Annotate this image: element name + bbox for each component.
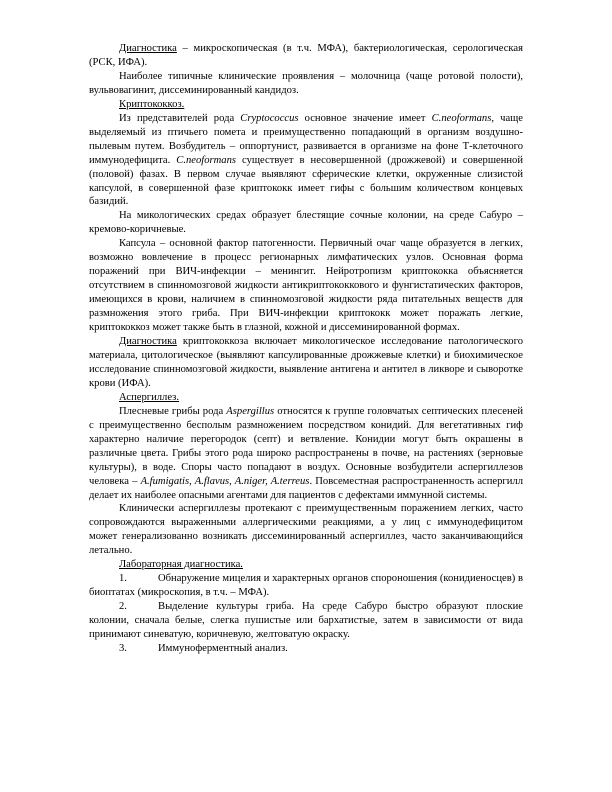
paragraph-aspergillus-intro — [89, 405, 523, 503]
paragraph-diagnostics-candida — [89, 42, 523, 70]
list-text: Выделение культуры гриба. На среде Сабуро быстро образуют плоские колонии, сначала белые, слегка пушистые или бархатистые, затем в зависимости от вида принимают синеватую, коричневую, желтоватую окраску. — [89, 601, 523, 641]
paragraph-diagnostics-cryptococcosis — [89, 335, 523, 391]
paragraph-cryptococcus-colonies: На микологических средах образует блестящие сочные колонии, на среде Сабуро – кремово-коричневые. — [89, 210, 523, 236]
list-number: 3. — [119, 642, 127, 654]
species-name: C.neoformans — [176, 154, 237, 166]
text-segment: Из представителей рода — [119, 112, 241, 124]
list-text: Иммуноферментный анализ. — [158, 642, 288, 654]
section-title-aspergillosis — [89, 391, 523, 405]
text-segment: относятся к группе головчатых септических плесеней с преимущественно бесполым размножением посредством конидий. Для вегетативных гиф характерно наличие перегородок (септ) и ветвление. Конидии могут быть окрашены в различные цвета. Грибы этого рода широко распространены в почве, на растениях (зерновые культуры), в воде. Споры часто попадают в воздух. Основные возбудители аспергиллезов человека – — [89, 405, 523, 487]
text-segment: Плесневые грибы рода — [119, 405, 227, 417]
heading-text: Криптококкоз. — [119, 98, 185, 110]
paragraph-cryptococcus-pathogenicity: Капсула – основной фактор патогенности. Первичный очаг чаще образуется в легких, возможно вовлечение в процесс регионарных лимфатических узлов. Основная форма поражений при ВИЧ-инфекции – менингит. Нейротропизм криптококка объясняется отсутствием в спинномозговой жидкости антикриптококкового и фунгистатических факторов, имеющихся в крови, наличием в спинномозговой жидкости ряда питательных веществ для размножения этого гриба. При ВИЧ-инфекции криптококк может поражать легкие, криптококкоз может также быть в глазной, кожной и диссеминированной формах. — [89, 238, 523, 334]
list-item — [89, 572, 523, 600]
paragraph-clinical-candida: Наиболее типичные клинические проявления – молочница (чаще ротовой полости), вульвовагинит, диссеминированный кандидоз. — [89, 70, 523, 96]
list-number: 1. — [119, 573, 127, 585]
paragraph-cryptococcus-intro — [89, 112, 523, 210]
text-segment: , чаще выделяемый из птичьего помета и преимущественно попадающий в организм воздушно-пылевым путем. Возбудитель – оппортунист, развивается в организме на фоне Т-клеточного иммунодефицита. — [89, 112, 524, 166]
species-list: A.fumigatis, A.flavus, A.niger, A.terreus — [140, 475, 310, 487]
list-item — [89, 642, 523, 656]
list-number: 2. — [119, 601, 127, 613]
section-title-lab-diagnostics — [89, 558, 523, 572]
species-name: C.neoformans — [431, 112, 492, 124]
genus-name: Cryptococcus — [240, 112, 299, 124]
section-heading: Диагностика — [119, 43, 177, 54]
text-segment: основное значение имеет — [298, 112, 432, 124]
section-heading: Диагностика — [119, 336, 177, 348]
list-item — [89, 600, 523, 642]
list-text: Обнаружение мицелия и характерных органов спороношения (конидиеносцев) в биоптатах (микроскопия, в т.ч. – МФА). — [89, 573, 523, 599]
text-segment: . Повсеместная распространенность аспергилл делает их наиболее опасными агентами для пациентов с дефектами иммунной системы. — [89, 475, 524, 501]
heading-text: Лабораторная диагностика. — [119, 559, 243, 571]
paragraph-aspergillosis-clinical: Клинически аспергиллезы протекают с преимущественным поражением легких, часто сопровождаются выраженными аллергическими реакциями, а у лиц с иммунодефицитом может генерализованно возникать диссеминированный аспергиллез, часто заканчивающийся летально. — [89, 503, 523, 557]
paragraph-text: – микроскопическая (в т.ч. МФА), бактериологическая, серологическая (РСК, ИФА). — [89, 43, 523, 68]
heading-text: Аспергиллез. — [119, 391, 180, 403]
section-title-cryptococcosis — [89, 98, 523, 112]
paragraph-text: криптококкоза включает микологическое исследование патологического материала, цитологическое (выявляют капсулированные дрожжевые клетки) и биохимическое исследование спинномозговой жидкости, выявление антигена и антител в ликворе и сыворотке крови (ИФА). — [89, 336, 523, 389]
document-body — [89, 42, 523, 656]
text-segment: существует в несовершенной (дрожжевой) и совершенной (половой) фазах. В первом случае выявляют сферические клетки, окруженные слизистой капсулой, в совершенной фазе криптококк имеет гифы с большим количеством концевых базидий. — [89, 154, 523, 208]
genus-name: Aspergillus — [226, 405, 275, 417]
